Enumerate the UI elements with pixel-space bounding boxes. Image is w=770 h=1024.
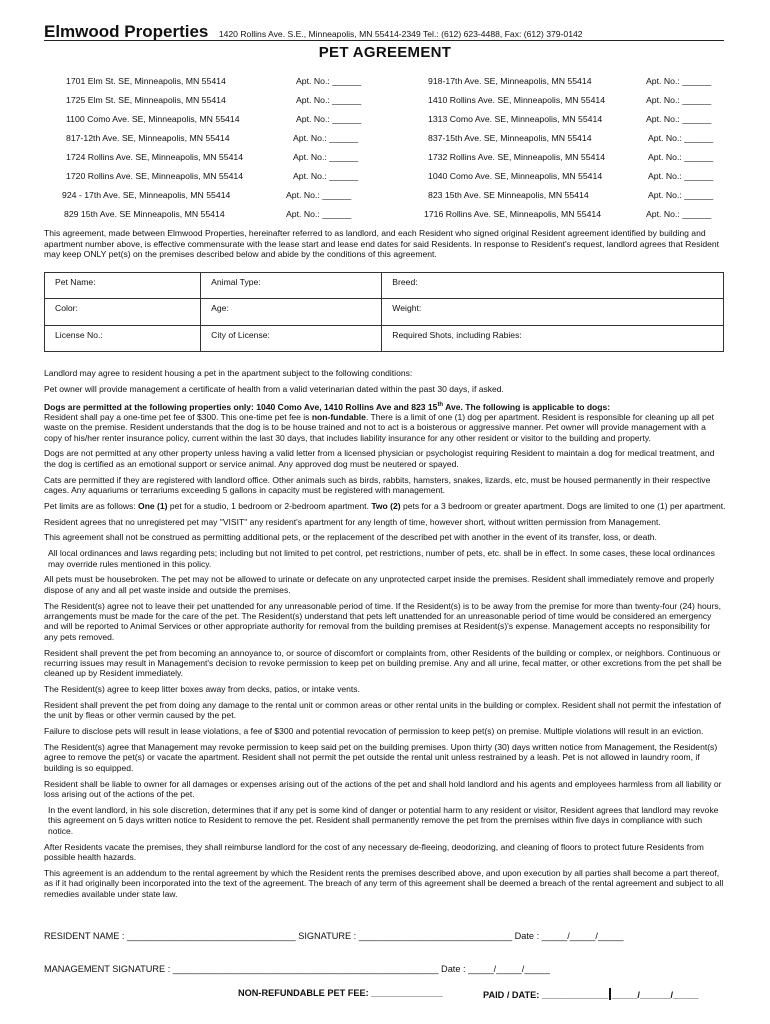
apt-no-field[interactable]: Apt. No.: ______: [646, 114, 712, 124]
paid-date-blanks: _____/______/_____: [611, 990, 699, 1000]
condition-paragraph: All local ordinances and laws regarding pets; including but not limited to pet control, pet restrictions, number of pets, etc. shall be in effect. In some cases, these local ordinances may override rules mentioned in this policy.: [48, 548, 715, 569]
condition-paragraph: Resident shall prevent the pet from becoming an annoyance to, or source of discomfort or complaints from, other Residents of the building or complex, or neighbors. Continuous or recurring issues may result in Management's decision to revoke permission to keep pet on building premise. Any and all urine, fecal matter, or other excretions from the pet shall be cleaned up by Resident immediately.: [44, 647, 722, 679]
document-title: PET AGREEMENT: [318, 44, 452, 61]
condition-paragraph: Resident shall be liable to owner for all damages or expenses arising out of the actions of the pet and shall hold landlord and his agents and employees harmless from all liability or loss arising out of the actions of the pet.: [44, 778, 722, 800]
apt-no-field[interactable]: Apt. No.: ______: [296, 95, 362, 105]
header-divider: [44, 40, 724, 41]
apt-no-field[interactable]: Apt. No.: ______: [646, 209, 712, 219]
pet-limit-one: One (1): [138, 500, 168, 511]
condition-paragraph: Pet owner will provide management a certificate of health from a valid veterinarian dated within the past 30 days, if asked.: [44, 383, 504, 394]
company-name: Elmwood Properties: [44, 22, 209, 41]
pet-name-field[interactable]: Pet Name:: [45, 273, 201, 299]
property-row: [0, 152, 770, 171]
paid-date-label: PAID / DATE: _____________: [483, 990, 609, 1000]
dog-policy-heading: Dogs are permitted at the following properties only: 1040 Como Ave, 1410 Rollins Ave and 823 15: [44, 401, 438, 412]
pet-fee-line[interactable]: NON-REFUNDABLE PET FEE: ______________: [238, 988, 443, 998]
agreement-intro: This agreement, made between Elmwood Properties, hereinafter referred to as landlord, and each Resident who signed original Resident agreement identified by building and apartment number above, is effective commensurate with the lease start and lease end dates for said Residents. In response to Resident's request, landlord agrees that Resident may keep ONLY pet(s) on the premises described below and abide by the conditions of this agreement.: [44, 228, 720, 260]
divider-mark: [609, 988, 611, 1000]
apt-no-field[interactable]: Apt. No.: ______: [648, 190, 714, 200]
property-address: 924 - 17th Ave. SE, Minneapolis, MN 55414: [62, 190, 231, 200]
condition-paragraph: In the event landlord, in his sole discretion, determines that if any pet is some kind of danger or potential harm to any resident or visitor, Resident agrees that landlord may revoke this agreement on 5 days written notice to Resident to remove the pet. Resident shall permanently remove the pet from the premises within five days in compliance with such notice.: [48, 804, 719, 836]
property-address: 1724 Rollins Ave. SE, Minneapolis, MN 55414: [66, 152, 244, 162]
property-row: [0, 76, 770, 95]
pet-info-table: [44, 272, 724, 352]
condition-paragraph: Resident agrees that no unregistered pet may "VISIT" any resident's apartment for any length of time, however short, without written permission from Management.: [44, 516, 661, 527]
apt-no-field[interactable]: Apt. No.: ______: [286, 209, 352, 219]
apt-no-field[interactable]: Apt. No.: ______: [646, 76, 712, 86]
property-row: [0, 171, 770, 190]
apt-no-field[interactable]: Apt. No.: ______: [296, 76, 362, 86]
condition-paragraph: This agreement shall not be construed as permitting additional pets, or the replacement of the described pet with another in the event of its transfer, loss, or death.: [44, 532, 657, 543]
condition-paragraph: All pets must be housebroken. The pet may not be allowed to urinate or defecate on any unprotected carpet inside the premises. Resident shall immediately remove and properly dispose of any and all pet waste inside and outside the premises.: [44, 574, 715, 595]
property-list: [0, 76, 770, 228]
condition-paragraph: This agreement is an addendum to the rental agreement by which the Resident rents the premises described above, and upon execution by all parties shall become a part thereof, as if it had originally been incorporated into the text of the agreement. The breach of any term of this agreement shall be deemed a breach of the rental agreement and subject to all remedies available under state law.: [44, 867, 724, 899]
required-shots-field[interactable]: Required Shots, including Rabies:: [382, 325, 724, 351]
pet-limits-text: pets for a 3 bedroom or greater apartment. Dogs are limited to one (1) per apartment.: [400, 500, 726, 511]
property-row: [0, 133, 770, 152]
paid-date-line[interactable]: [483, 988, 699, 1000]
city-of-license-field[interactable]: City of License:: [201, 325, 382, 351]
apt-no-field[interactable]: Apt. No.: ______: [293, 171, 359, 181]
non-refundable-emphasis: non-fundable: [311, 411, 366, 422]
property-address: 1100 Como Ave. SE, Minneapolis, MN 55414: [66, 114, 240, 124]
apt-no-field[interactable]: Apt. No.: ______: [648, 133, 714, 143]
property-address: 817-12th Ave. SE, Minneapolis, MN 55414: [66, 133, 230, 143]
resident-signature-line[interactable]: RESIDENT NAME : _________________________________ SIGNATURE : ______________________________ Date : _____/_____/_____: [44, 931, 624, 941]
condition-paragraph: Resident shall prevent the pet from doing any damage to the rental unit or common areas or other rental units in the building or complex. Resident shall not permit the infestation of the unit by fleas or other vermin caused by the pet.: [44, 700, 722, 721]
condition-paragraph: The Resident(s) agree that Management may revoke permission to keep said pet on the building premises. Upon thirty (30) days written notice from Management, the Resident(s) agree to remove the pet(s) or vacate the apartment. Resident shall not permit the pet outside the rental unit unless restrained by a leash. Pet is not allowed in laundry room, if building is so equipped.: [44, 742, 718, 773]
property-address: 918-17th Ave. SE, Minneapolis, MN 55414: [428, 76, 592, 86]
property-row: [0, 114, 770, 133]
property-address: 1040 Como Ave. SE, Minneapolis, MN 55414: [428, 171, 603, 181]
condition-paragraph: Dogs are not permitted at any other property unless having a valid letter from a licensed physician or psychologist requiring Resident to maintain a dog for medical treatment, and the dog is certified as an emotional support or service animal. Any approved dog must be neutered or spayed.: [44, 448, 715, 469]
dog-policy-heading-end: Ave. The following is applicable to dogs:: [443, 401, 611, 412]
property-address: 1701 Elm St. SE, Minneapolis, MN 55414: [66, 76, 226, 86]
condition-paragraph: Landlord may agree to resident housing a pet in the apartment subject to the following conditions:: [44, 368, 413, 378]
age-field[interactable]: Age:: [201, 299, 382, 325]
condition-paragraph: Cats are permitted if they are registered with landlord office. Other animals such as birds, rabbits, hamsters, snakes, lizards, etc, must be housed permanently in their respective cages. Any aquariums or terrariums exceeding 5 gallons in capacity must be registered with management.: [44, 474, 711, 496]
condition-paragraph: Failure to disclose pets will result in lease violations, a fee of $300 and potential revocation of permission to keep pet(s) on premise. Multiple violations will result in an eviction.: [44, 726, 704, 737]
conditions-section: [44, 368, 726, 904]
pet-limits-text: pet for a studio, 1 bedroom or 2-bedroom apartment.: [167, 500, 372, 511]
condition-paragraph: The Resident(s) agree to keep litter boxes away from decks, patios, or intake vents.: [44, 684, 360, 695]
apt-no-field[interactable]: Apt. No.: ______: [648, 171, 714, 181]
pet-limits-paragraph: [44, 501, 726, 511]
ordinal-suffix: th: [437, 401, 444, 408]
table-row: [45, 273, 724, 299]
condition-paragraph: The Resident(s) agree not to leave their pet unattended for any unreasonable period of time. If the Resident(s) is to be away from the premise for more than twenty-four (24) hours, arrangements must be made for the care of the pet. The Resident(s) understand that pets left unattended for an unreasonable period of time would be considered an emergency and will be reported to Animal Services or other appropriate authority for removal from the building premises at Resident(s)'s expense. Management accepts no responsibility for any pets removed.: [44, 600, 721, 642]
weight-field[interactable]: Weight:: [382, 299, 724, 325]
property-address: 1716 Rollins Ave. SE, Minneapolis, MN 55414: [424, 209, 602, 219]
property-address: 1732 Rollins Ave. SE, Minneapolis, MN 55414: [428, 152, 606, 162]
table-row: [45, 325, 724, 351]
apt-no-field[interactable]: Apt. No.: ______: [646, 95, 712, 105]
apt-no-field[interactable]: Apt. No.: ______: [648, 152, 714, 162]
apt-no-field[interactable]: Apt. No.: ______: [286, 190, 352, 200]
pet-limit-two: Two (2): [371, 500, 401, 511]
dog-policy-text: . There is a limit of one (1) dog per apartment. Resident is responsible for cleaning up all pet waste on the premise. Resident understands that the dog is to be house trained and not to act is a boisterous or aggressive manner. Pet owner will provide management with a copy of his/her renter insurance policy, current within the last 30 days, that includes liability insurance for any other resident or visitor to the building and property.: [44, 411, 715, 443]
property-address: 823 15th Ave. SE Minneapolis, MN 55414: [428, 190, 589, 200]
apt-no-field[interactable]: Apt. No.: ______: [293, 152, 359, 162]
property-address: 1313 Como Ave. SE, Minneapolis, MN 55414: [428, 114, 603, 124]
company-contact: 1420 Rollins Ave. S.E., Minneapolis, MN 55414-2349 Tel.: (612) 623-4488, Fax: (612) 379-0142: [218, 29, 583, 39]
property-row: [0, 190, 770, 209]
letterhead: [44, 22, 583, 42]
table-row: [45, 299, 724, 325]
property-row: [0, 95, 770, 114]
animal-type-field[interactable]: Animal Type:: [201, 273, 382, 299]
property-address: 1725 Elm St. SE, Minneapolis, MN 55414: [66, 95, 226, 105]
condition-paragraph: After Residents vacate the premises, they shall reimburse landlord for the cost of any necessary de-fleeing, deodorizing, and cleaning of floors to protect future Residents from possible health hazards.: [44, 841, 704, 862]
dog-policy-text: Resident shall pay a one-time pet fee of $300. This one-time pet fee is: [44, 411, 312, 422]
property-address: 1410 Rollins Ave. SE, Minneapolis, MN 55414: [428, 95, 606, 105]
management-signature-line[interactable]: MANAGEMENT SIGNATURE : ____________________________________________________ Date : _____/_____/_____: [44, 964, 550, 974]
apt-no-field[interactable]: Apt. No.: ______: [293, 133, 359, 143]
apt-no-field[interactable]: Apt. No.: ______: [296, 114, 362, 124]
license-no-field[interactable]: License No.:: [45, 325, 201, 351]
color-field[interactable]: Color:: [45, 299, 201, 325]
property-address: 837-15th Ave. SE, Minneapolis, MN 55414: [428, 133, 592, 143]
property-row: [0, 209, 770, 228]
breed-field[interactable]: Breed:: [382, 273, 724, 299]
property-address: 1720 Rollins Ave. SE, Minneapolis, MN 55414: [66, 171, 244, 181]
dog-policy-paragraph: [44, 400, 726, 443]
property-address: 829 15th Ave. SE Minneapolis, MN 55414: [64, 209, 225, 219]
pet-limits-text: Pet limits are as follows:: [44, 500, 139, 511]
